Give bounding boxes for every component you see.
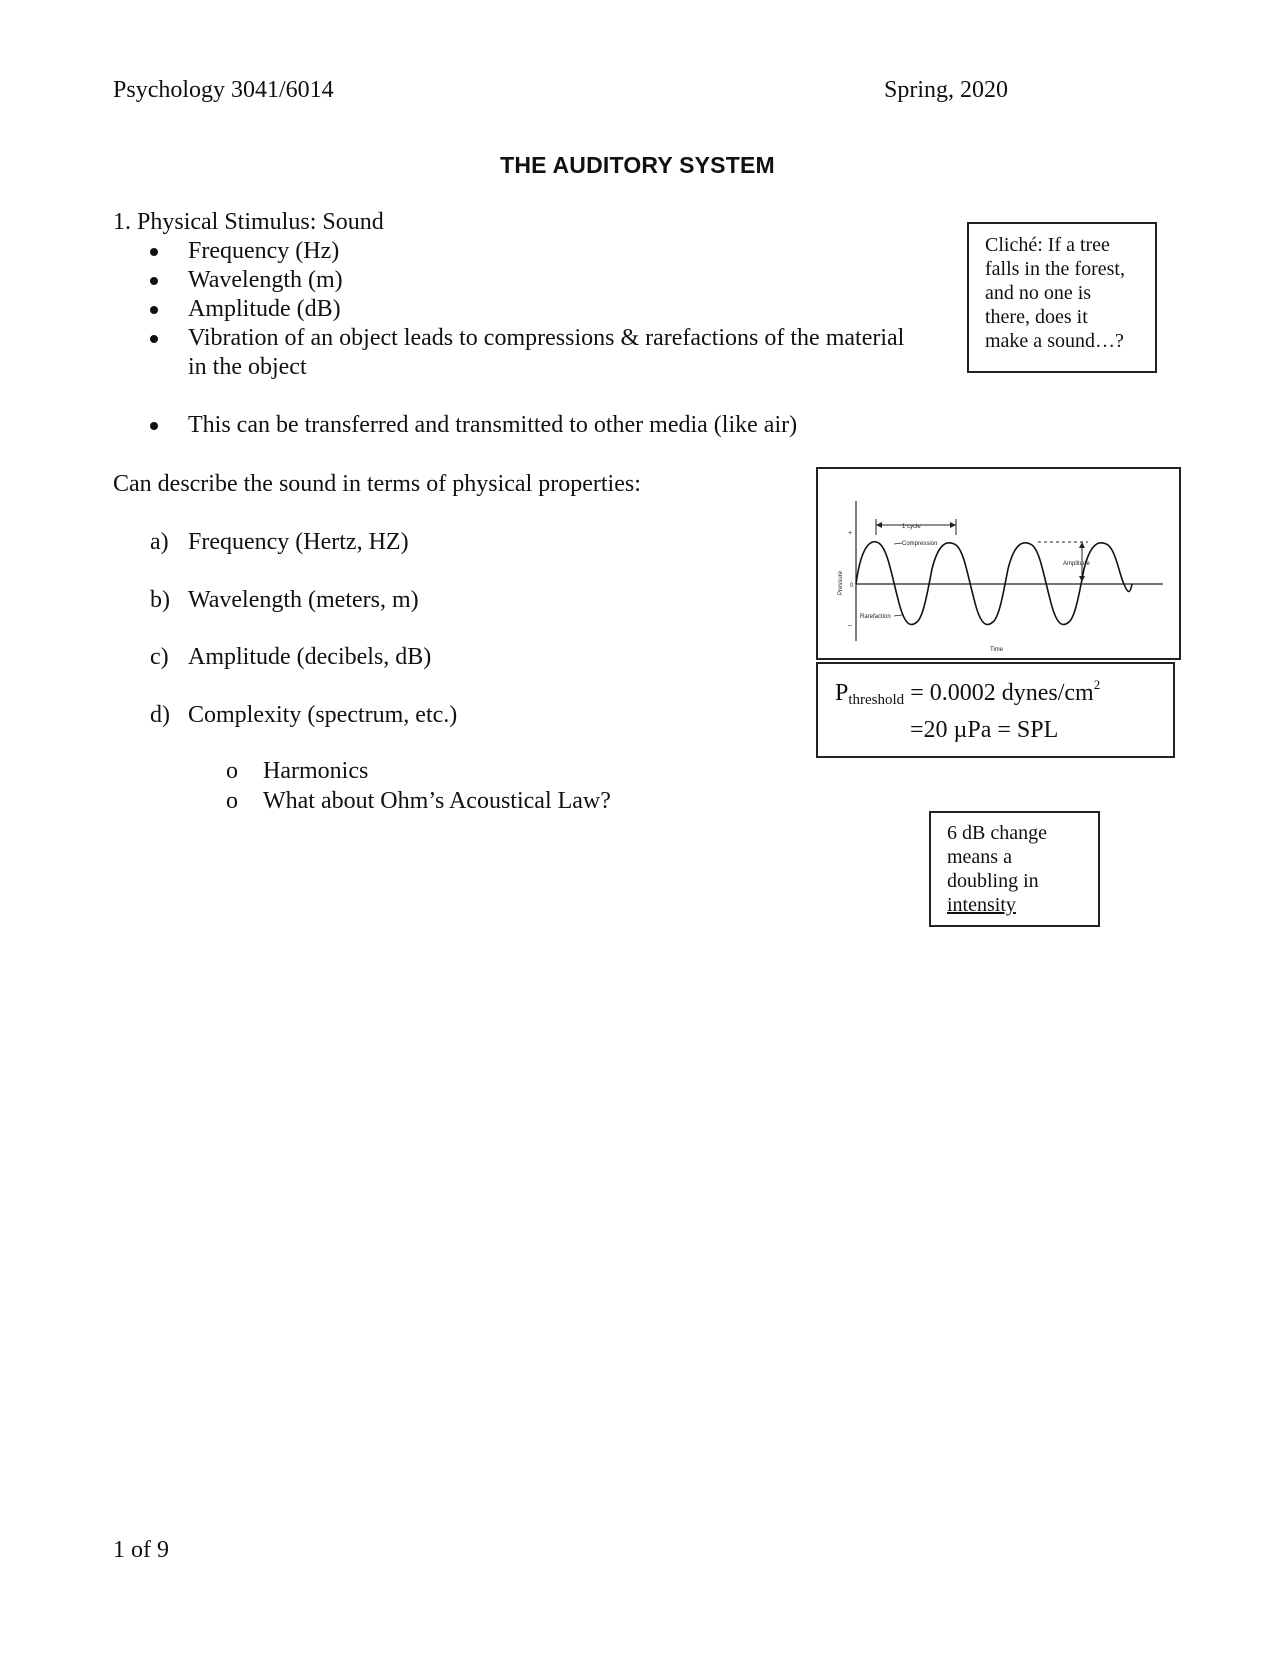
note-line: falls in the forest, — [985, 258, 1125, 280]
note-line: 6 dB change — [947, 822, 1047, 844]
pressure-symbol: P — [835, 680, 849, 706]
list-item — [113, 237, 339, 266]
sub-list-marker: o — [226, 788, 238, 814]
note-line: means a — [947, 846, 1012, 868]
note-line-underlined: intensity — [947, 894, 1016, 916]
list-item-text: Amplitude (decibels, dB) — [188, 644, 432, 670]
list-marker: c) — [150, 644, 169, 670]
sub-list-item-text: Harmonics — [263, 758, 369, 784]
cliche-note-box — [967, 222, 1157, 373]
note-line: Cliché: If a tree — [985, 234, 1110, 256]
section-heading: 1. Physical Stimulus: Sound — [113, 209, 384, 235]
properties-intro: Can describe the sound in terms of physical properties: — [113, 471, 641, 497]
axis-minus-label: – — [848, 622, 852, 629]
list-item-text: Wavelength (m) — [188, 267, 343, 293]
list-item — [113, 266, 343, 295]
bullet-icon — [150, 335, 158, 343]
threshold-subscript: threshold — [848, 692, 905, 708]
list-item — [113, 324, 904, 382]
note-line: there, does it — [985, 306, 1088, 328]
pointer-line — [894, 543, 902, 544]
threshold-formula-box — [816, 662, 1175, 758]
bullet-icon — [150, 277, 158, 285]
exponent: 2 — [1093, 677, 1101, 692]
sound-wave-diagram — [818, 469, 1179, 658]
sub-list-item-text: What about Ohm’s Acoustical Law? — [263, 788, 611, 814]
page-title: THE AUDITORY SYSTEM — [500, 152, 775, 178]
time-axis-label: Time — [990, 647, 1004, 653]
pressure-axis-label: Pressure — [838, 570, 844, 595]
waveform-figure — [816, 467, 1181, 660]
list-item-text: Wavelength (meters, m) — [188, 587, 419, 613]
arrowhead-icon — [950, 522, 956, 528]
list-item-text: Complexity (spectrum, etc.) — [188, 702, 458, 728]
page-number: 1 of 9 — [113, 1537, 169, 1563]
axis-zero-label: 0 — [850, 583, 854, 589]
formula-value: = 0.0002 dynes/cm — [910, 680, 1094, 706]
arrowhead-icon — [1079, 576, 1085, 582]
list-item-text: Vibration of an object leads to compressions & rarefactions of the material — [188, 325, 905, 351]
sub-list-marker: o — [226, 758, 238, 784]
list-item-text: Amplitude (dB) — [188, 296, 341, 322]
section-physical-stimulus — [113, 208, 953, 448]
term: Spring, 2020 — [884, 77, 1009, 103]
list-item-text-continued: in the object — [188, 354, 307, 380]
sine-wave — [856, 542, 1132, 625]
bullet-icon — [150, 248, 158, 256]
axis-plus-label: + — [848, 530, 853, 537]
amplitude-label: Amplitude — [1063, 561, 1090, 567]
list-item — [113, 411, 797, 440]
pointer-line — [894, 615, 902, 616]
note-line: make a sound…? — [985, 330, 1124, 352]
formula-line-2: =20 µPa = SPL — [910, 717, 1059, 743]
compression-label: Compression — [902, 541, 938, 547]
bullet-icon — [150, 422, 158, 430]
cycle-label: 1 cycle — [902, 524, 921, 530]
list-item-text: This can be transferred and transmitted to other media (like air) — [188, 412, 798, 438]
list-item — [113, 295, 341, 324]
rarefaction-label: Rarefaction — [860, 614, 891, 620]
list-marker: a) — [150, 529, 169, 555]
db-note-box — [929, 811, 1100, 927]
arrowhead-icon — [876, 522, 882, 528]
course-name: Psychology 3041/6014 — [113, 77, 334, 103]
bullet-icon — [150, 306, 158, 314]
note-line: doubling in — [947, 870, 1039, 892]
list-marker: d) — [150, 702, 170, 728]
list-item-text: Frequency (Hertz, HZ) — [188, 529, 409, 555]
list-item-text: Frequency (Hz) — [188, 238, 340, 264]
formula-line-1 — [835, 670, 1173, 715]
arrowhead-icon — [1079, 542, 1085, 548]
list-marker: b) — [150, 587, 170, 613]
note-line: and no one is — [985, 282, 1092, 304]
